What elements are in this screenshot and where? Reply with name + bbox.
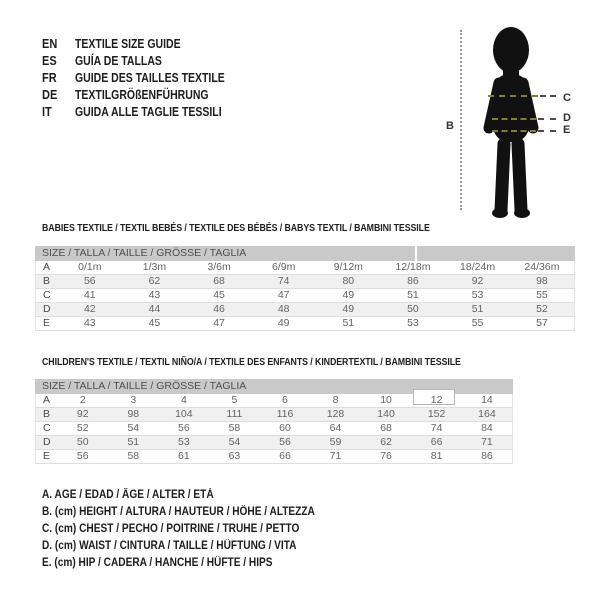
language-list <box>42 36 253 121</box>
size-cell: 3 <box>108 394 159 408</box>
size-cell: 51 <box>445 303 510 317</box>
legend-row: A. AGE / EDAD / ÂGE / ALTER / ETÀ <box>42 489 214 501</box>
row-label: C <box>36 422 58 436</box>
hip-measure-label: E <box>563 124 571 136</box>
size-cell: 86 <box>462 450 513 464</box>
language-row <box>42 70 253 87</box>
size-cell: 18/24m <box>445 261 510 275</box>
legend-row: D. (cm) WAIST / CINTURA / TAILLE / HÜFTUNG / VITA <box>42 540 297 552</box>
language-row <box>42 53 253 70</box>
language-code: IT <box>42 105 52 119</box>
size-cell: 6/9m <box>251 261 316 275</box>
size-cell: 111 <box>209 408 260 422</box>
size-cell: 4 <box>159 394 210 408</box>
measurement-legend <box>42 487 352 572</box>
size-cell: 46 <box>187 303 252 317</box>
size-cell: 63 <box>209 450 260 464</box>
hip-measure-line <box>538 130 556 132</box>
size-cell: 41 <box>58 289 123 303</box>
size-cell: 54 <box>108 422 159 436</box>
language-title: GUIDA ALLE TAGLIE TESSILI <box>75 105 222 119</box>
language-title: GUIDE DES TAILLES TEXTILE <box>75 71 225 85</box>
size-cell: 60 <box>260 422 311 436</box>
size-cell: 49 <box>316 303 381 317</box>
height-measure-line <box>460 30 462 210</box>
size-cell: 104 <box>159 408 210 422</box>
row-label: C <box>36 289 58 303</box>
size-cell: 3/6m <box>187 261 252 275</box>
babies-table-header-bar <box>35 246 575 261</box>
size-cell: 47 <box>251 289 316 303</box>
size-cell: 49 <box>316 289 381 303</box>
silhouette-leg-right <box>518 144 521 210</box>
size-cell: 52 <box>58 422 109 436</box>
size-cell: 98 <box>510 275 575 289</box>
size-cell: 51 <box>316 317 381 331</box>
row-label: B <box>36 275 58 289</box>
size-cell: 66 <box>411 436 462 450</box>
size-cell: 58 <box>108 450 159 464</box>
size-cell: 98 <box>108 408 159 422</box>
size-cell: 64 <box>310 422 361 436</box>
size-table-row <box>36 394 513 408</box>
children-size-table <box>35 379 513 464</box>
size-cell: 9/12m <box>316 261 381 275</box>
size-cell: 58 <box>209 422 260 436</box>
size-table-row <box>36 303 575 317</box>
babies-table-header-label: SIZE / TALLA / TAILLE / GRÖSSE / TAGLIA <box>42 247 247 259</box>
size-table-row <box>36 261 575 275</box>
size-cell: 45 <box>122 317 187 331</box>
row-label: D <box>36 303 58 317</box>
size-cell: 62 <box>361 436 412 450</box>
size-cell: 51 <box>381 289 446 303</box>
size-cell: 52 <box>510 303 575 317</box>
size-cell: 55 <box>510 289 575 303</box>
size-cell: 43 <box>58 317 123 331</box>
size-cell: 76 <box>361 450 412 464</box>
size-cell: 49 <box>251 317 316 331</box>
size-cell: 45 <box>187 289 252 303</box>
size-table-row <box>36 289 575 303</box>
size-cell: 86 <box>381 275 446 289</box>
size-cell: 14 <box>462 394 513 408</box>
size-cell: 8 <box>310 394 361 408</box>
language-row <box>42 87 253 104</box>
size-cell: 59 <box>310 436 361 450</box>
row-label: E <box>36 317 58 331</box>
waist-measure-line-body <box>492 118 536 120</box>
row-label: E <box>36 450 58 464</box>
size-cell: 128 <box>310 408 361 422</box>
hip-measure-line-body <box>492 130 536 132</box>
size-cell: 164 <box>462 408 513 422</box>
size-cell: 56 <box>58 275 123 289</box>
size-cell: 68 <box>187 275 252 289</box>
language-code: DE <box>42 88 58 102</box>
size-cell: 48 <box>251 303 316 317</box>
size-cell: 50 <box>381 303 446 317</box>
size-cell: 43 <box>122 289 187 303</box>
size-table-row <box>36 408 513 422</box>
size-cell: 116 <box>260 408 311 422</box>
height-measure-label: B <box>446 120 454 132</box>
size-cell: 74 <box>411 422 462 436</box>
silhouette-leg-left <box>501 144 504 210</box>
size-cell: 0/1m <box>58 261 123 275</box>
size-cell: 152 <box>411 408 462 422</box>
size-cell: 62 <box>122 275 187 289</box>
size-cell: 24/36m <box>510 261 575 275</box>
child-silhouette <box>472 22 552 222</box>
language-code: EN <box>42 37 58 51</box>
legend-row: B. (cm) HEIGHT / ALTURA / HAUTEUR / HÖHE / ALTEZZA <box>42 506 315 518</box>
size-cell: 53 <box>445 289 510 303</box>
size-cell: 2 <box>58 394 109 408</box>
waist-measure-label: D <box>563 112 571 124</box>
size-cell: 92 <box>445 275 510 289</box>
size-cell: 80 <box>316 275 381 289</box>
size-table-row <box>36 317 575 331</box>
legend-row: E. (cm) HIP / CADERA / HANCHE / HÜFTE / HIPS <box>42 557 273 569</box>
size-cell: 51 <box>108 436 159 450</box>
size-cell: 56 <box>58 450 109 464</box>
language-row <box>42 36 253 53</box>
children-section-title: CHILDREN'S TEXTILE / TEXTIL NIÑO/A / TEXTILE DES ENFANTS / KINDERTEXTIL / BAMBINI TESSILE <box>42 356 461 368</box>
chest-measure-label: C <box>563 92 571 104</box>
size-cell: 56 <box>159 422 210 436</box>
size-cell: 55 <box>445 317 510 331</box>
size-cell: 10 <box>361 394 412 408</box>
size-table-row <box>36 436 513 450</box>
language-row <box>42 104 253 121</box>
size-cell: 140 <box>361 408 412 422</box>
size-cell: 12/18m <box>381 261 446 275</box>
size-cell: 68 <box>361 422 412 436</box>
legend-row: C. (cm) CHEST / PECHO / POITRINE / TRUHE / PETTO <box>42 523 300 535</box>
language-title: TEXTILE SIZE GUIDE <box>75 37 181 51</box>
size-cell: 66 <box>260 450 311 464</box>
size-cell: 12 <box>411 394 462 408</box>
size-cell: 92 <box>58 408 109 422</box>
size-cell: 5 <box>209 394 260 408</box>
language-title: GUÍA DE TALLAS <box>75 54 162 68</box>
row-label: A <box>36 394 58 408</box>
size-cell: 71 <box>462 436 513 450</box>
size-cell: 56 <box>260 436 311 450</box>
size-cell: 54 <box>209 436 260 450</box>
row-label: A <box>36 261 58 275</box>
size-cell: 47 <box>187 317 252 331</box>
size-cell: 57 <box>510 317 575 331</box>
size-cell: 71 <box>310 450 361 464</box>
size-table-row <box>36 422 513 436</box>
waist-measure-line <box>538 118 556 120</box>
size-cell: 1/3m <box>122 261 187 275</box>
size-table-row <box>36 275 575 289</box>
chest-measure-line-body <box>488 95 538 97</box>
header-bar-seam <box>415 246 417 261</box>
size-cell: 50 <box>58 436 109 450</box>
babies-size-table <box>35 246 575 331</box>
size-cell: 74 <box>251 275 316 289</box>
size-cell: 61 <box>159 450 210 464</box>
chest-measure-line <box>540 95 556 97</box>
babies-section-title: BABIES TEXTILE / TEXTIL BEBÉS / TEXTILE DES BÉBÉS / BABYS TEXTIL / BAMBINI TESSILE <box>42 222 430 234</box>
language-title: TEXTILGRÖßENFÜHRUNG <box>75 88 209 102</box>
size-cell: 6 <box>260 394 311 408</box>
size-cell: 84 <box>462 422 513 436</box>
size-cell: 81 <box>411 450 462 464</box>
size-cell: 53 <box>159 436 210 450</box>
row-label: B <box>36 408 58 422</box>
language-code: FR <box>42 71 57 85</box>
size-cell: 42 <box>58 303 123 317</box>
children-table-header-label: SIZE / TALLA / TAILLE / GRÖSSE / TAGLIA <box>42 380 247 392</box>
row-label: D <box>36 436 58 450</box>
size-cell: 44 <box>122 303 187 317</box>
size-table-row <box>36 450 513 464</box>
size-cell: 53 <box>381 317 446 331</box>
language-code: ES <box>42 54 57 68</box>
